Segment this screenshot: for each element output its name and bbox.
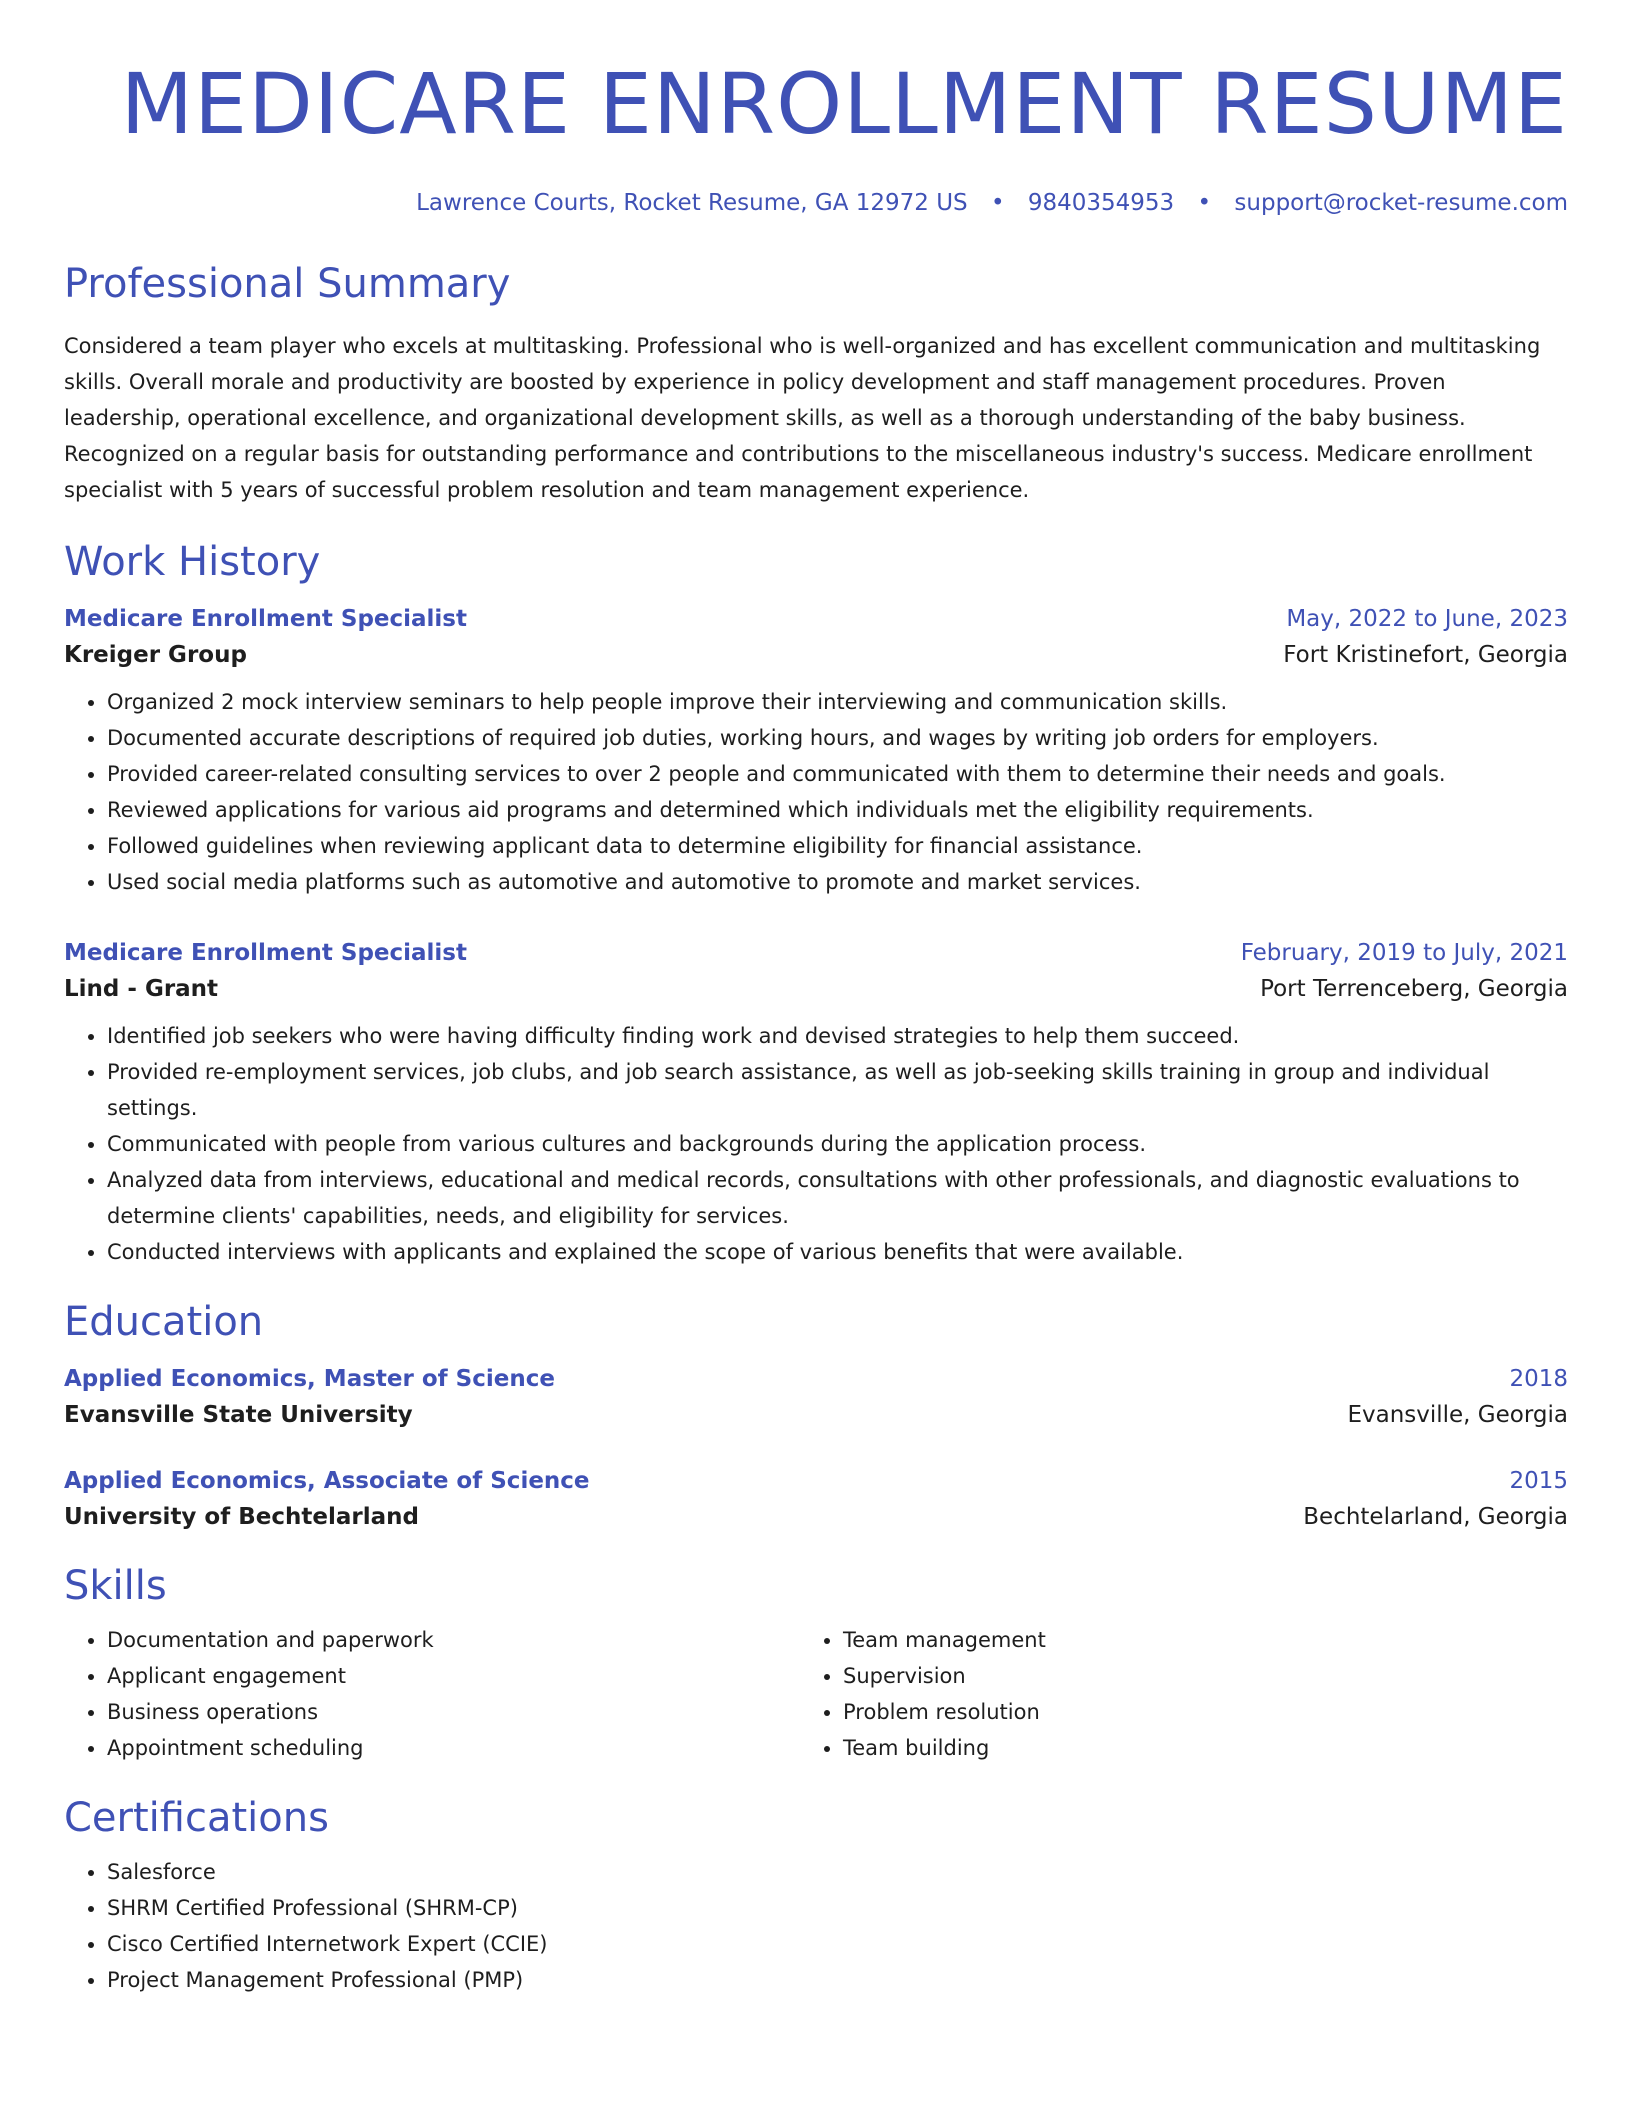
job-location: Port Terrenceberg, Georgia bbox=[1260, 976, 1568, 1002]
section-title-work-history: Work History bbox=[64, 539, 321, 585]
skill-item: • Documentation and paperwork bbox=[107, 1622, 800, 1658]
job-bullet: • Provided career-related consulting services to over 2 people and communicated with them to determine their needs and goals. bbox=[107, 756, 1568, 792]
job-location: Fort Kristinefort, Georgia bbox=[1283, 642, 1568, 668]
job-dates: May, 2022 to June, 2023 bbox=[1286, 606, 1568, 632]
job-bullet: • Followed guidelines when reviewing applicant data to determine eligibility for financial assistance. bbox=[107, 828, 1568, 864]
education-location: Evansville, Georgia bbox=[1347, 1402, 1568, 1428]
certification-item: • Cisco Certified Internetwork Expert (CCIE) bbox=[107, 1926, 1568, 1962]
separator-dot: • bbox=[990, 190, 1005, 216]
job-bullet: • Provided re-employment services, job clubs, and job search assistance, as well as job-seeking skills training in group and individual settings. bbox=[107, 1054, 1568, 1126]
skills-column-left bbox=[64, 1622, 800, 1766]
skill-item: • Team building bbox=[843, 1730, 1536, 1766]
education-header-row bbox=[64, 1464, 1568, 1498]
skill-item: • Appointment scheduling bbox=[107, 1730, 800, 1766]
job-role: Medicare Enrollment Specialist bbox=[64, 940, 467, 966]
section-title-education: Education bbox=[64, 1299, 264, 1345]
certification-item: • Project Management Professional (PMP) bbox=[107, 1962, 1568, 1998]
education-year: 2015 bbox=[1509, 1468, 1568, 1494]
education-header-row bbox=[64, 1362, 1568, 1396]
job-dates: February, 2019 to July, 2021 bbox=[1240, 940, 1568, 966]
job-bullet: • Conducted interviews with applicants and explained the scope of various benefits that were available. bbox=[107, 1234, 1568, 1270]
skill-item: • Problem resolution bbox=[843, 1694, 1536, 1730]
job-bullet: • Identified job seekers who were having difficulty finding work and devised strategies to help them succeed. bbox=[107, 1018, 1568, 1054]
contact-email: support@rocket-resume.com bbox=[1234, 190, 1568, 216]
job-bullets bbox=[64, 1018, 1568, 1270]
separator-dot: • bbox=[1197, 190, 1212, 216]
job-bullet: • Analyzed data from interviews, educational and medical records, consultations with other professionals, and diagnostic evaluations to determine clients' capabilities, needs, and eligibility for services. bbox=[107, 1162, 1568, 1234]
education-school: University of Bechtelarland bbox=[64, 1504, 419, 1530]
skill-item: • Team management bbox=[843, 1622, 1536, 1658]
job-header-row bbox=[64, 602, 1568, 636]
education-year: 2018 bbox=[1509, 1366, 1568, 1392]
section-title-certifications: Certifications bbox=[64, 1795, 329, 1841]
skills-grid bbox=[64, 1622, 1568, 1766]
education-entry bbox=[64, 1362, 1568, 1434]
skills-list bbox=[800, 1622, 1536, 1766]
job-company-row bbox=[64, 970, 1568, 1008]
education-entry bbox=[64, 1464, 1568, 1536]
certifications-list bbox=[64, 1854, 1568, 1998]
work-history-section bbox=[64, 536, 1568, 1270]
job-role: Medicare Enrollment Specialist bbox=[64, 606, 467, 632]
education-school: Evansville State University bbox=[64, 1402, 413, 1428]
skills-column-right bbox=[800, 1622, 1536, 1766]
skills-list bbox=[64, 1622, 800, 1766]
summary-section bbox=[64, 258, 1568, 508]
job-bullet: • Documented accurate descriptions of required job duties, working hours, and wages by writing job orders for employers. bbox=[107, 720, 1568, 756]
job-bullet: • Reviewed applications for various aid programs and determined which individuals met the eligibility requirements. bbox=[107, 792, 1568, 828]
job-entry bbox=[64, 936, 1568, 1270]
job-entry bbox=[64, 602, 1568, 900]
contact-address: Lawrence Courts, Rocket Resume, GA 12972 US bbox=[416, 190, 968, 216]
contact-phone: 9840354953 bbox=[1027, 190, 1175, 216]
skill-item: • Applicant engagement bbox=[107, 1658, 800, 1694]
skills-section bbox=[64, 1560, 1568, 1766]
education-degree: Applied Economics, Associate of Science bbox=[64, 1468, 590, 1494]
resume-header bbox=[64, 0, 1568, 218]
job-bullets bbox=[64, 684, 1568, 900]
section-title-skills: Skills bbox=[64, 1563, 167, 1609]
certifications-section bbox=[64, 1792, 1568, 1998]
skill-item: • Business operations bbox=[107, 1694, 800, 1730]
job-header-row bbox=[64, 936, 1568, 970]
education-degree: Applied Economics, Master of Science bbox=[64, 1366, 555, 1392]
job-bullet: • Communicated with people from various cultures and backgrounds during the application process. bbox=[107, 1126, 1568, 1162]
certification-item: • SHRM Certified Professional (SHRM-CP) bbox=[107, 1890, 1568, 1926]
job-bullet: • Organized 2 mock interview seminars to help people improve their interviewing and communication skills. bbox=[107, 684, 1568, 720]
certification-item: • Salesforce bbox=[107, 1854, 1568, 1890]
resume-title: MEDICARE ENROLLMENT RESUME bbox=[120, 55, 1568, 153]
job-company: Kreiger Group bbox=[64, 642, 247, 668]
skill-item: • Supervision bbox=[843, 1658, 1536, 1694]
section-title-summary: Professional Summary bbox=[64, 261, 511, 307]
job-company-row bbox=[64, 636, 1568, 674]
job-bullet: • Used social media platforms such as automotive and automotive to promote and market services. bbox=[107, 864, 1568, 900]
education-school-row bbox=[64, 1396, 1568, 1434]
summary-text: Considered a team player who excels at multitasking. Professional who is well-organized and has excellent communication and multitasking skills. Overall morale and productivity are boosted by experience in policy development and staff management procedures. Proven leadership, operational excellence, and organizational development skills, as well as a thorough understanding of the baby business. Recognized on a regular basis for outstanding performance and contributions to the miscellaneous industry's success. Medicare enrollment specialist with 5 years of successful problem resolution and team management experience. bbox=[64, 334, 1541, 502]
contact-line bbox=[64, 188, 1568, 218]
job-company: Lind - Grant bbox=[64, 976, 219, 1002]
education-section bbox=[64, 1296, 1568, 1536]
education-school-row bbox=[64, 1498, 1568, 1536]
education-location: Bechtelarland, Georgia bbox=[1303, 1504, 1568, 1530]
